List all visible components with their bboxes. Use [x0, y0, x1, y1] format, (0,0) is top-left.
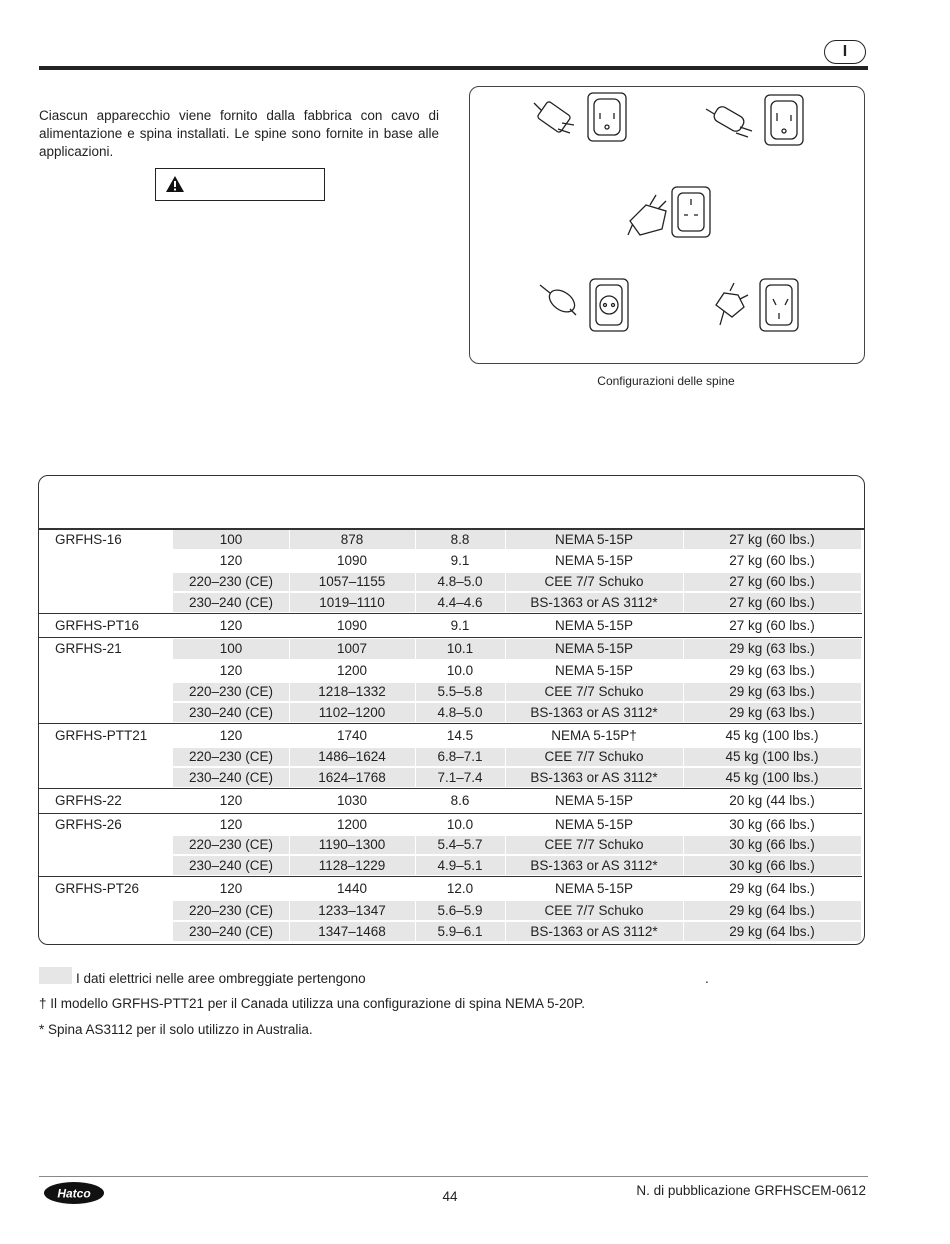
cell-watts: 878: [340, 532, 364, 547]
cell-amps: 12.0: [446, 881, 474, 896]
cell-amps: 10.0: [446, 817, 474, 832]
cell-plug: BS-1363 or AS 3112*: [530, 924, 658, 939]
cell-watts: 1190–1300: [318, 837, 386, 852]
as-3112-plug-icon: [716, 279, 798, 331]
table-row: [39, 788, 862, 813]
cell-weight: 29 kg (63 lbs.): [729, 705, 815, 720]
table-row: [39, 529, 862, 550]
cell-volts: 120: [219, 618, 243, 633]
nema-5-15p-plug-icon: [534, 93, 626, 141]
cell-amps: 8.8: [450, 532, 470, 547]
cell-plug: BS-1363 or AS 3112*: [530, 858, 658, 873]
cell-weight: 45 kg (100 lbs.): [725, 728, 819, 743]
cell-volts: 230–240 (CE): [188, 595, 274, 610]
cell-volts: 230–240 (CE): [188, 770, 274, 785]
cell-watts: 1019–1110: [319, 595, 385, 610]
table-row: [39, 835, 862, 855]
cell-volts: 230–240 (CE): [188, 924, 274, 939]
shaded-legend-swatch: [39, 967, 72, 984]
cell-amps: 5.6–5.9: [437, 903, 483, 918]
cell-weight: 30 kg (66 lbs.): [729, 837, 815, 852]
cell-amps: 4.8–5.0: [437, 705, 483, 720]
table-row: [39, 723, 862, 747]
cell-plug: BS-1363 or AS 3112*: [530, 595, 658, 610]
cell-watts: 1200: [336, 663, 368, 678]
table-row: [39, 572, 862, 592]
cell-volts: 100: [219, 532, 243, 547]
cell-plug: CEE 7/7 Schuko: [544, 837, 644, 852]
nema-5-20p-plug-icon: [706, 95, 803, 145]
cell-weight: 29 kg (64 lbs.): [729, 881, 815, 896]
cell-amps: 4.9–5.1: [437, 858, 483, 873]
cell-amps: 7.1–7.4: [437, 770, 483, 785]
cell-plug: BS-1363 or AS 3112*: [530, 770, 658, 785]
cell-weight: 20 kg (44 lbs.): [729, 793, 815, 808]
shaded-note-end: .: [705, 971, 709, 986]
cell-model: GRFHS-PT26: [55, 881, 140, 896]
cell-weight: 30 kg (66 lbs.): [729, 858, 815, 873]
cell-volts: 220–230 (CE): [188, 684, 274, 699]
cell-watts: 1057–1155: [318, 574, 386, 589]
table-row: [39, 592, 862, 613]
cell-weight: 27 kg (60 lbs.): [729, 618, 815, 633]
cell-volts: 120: [219, 817, 243, 832]
cell-volts: 120: [219, 881, 243, 896]
cell-volts: 120: [219, 728, 243, 743]
header-rule: [39, 66, 868, 70]
dagger-note: † Il modello GRFHS-PTT21 per il Canada utilizza una configurazione di spina NEMA 5-20P.: [39, 996, 586, 1011]
cell-watts: 1740: [336, 728, 368, 743]
cell-weight: 29 kg (64 lbs.): [729, 924, 815, 939]
cell-volts: 100: [219, 641, 243, 656]
cell-plug: NEMA 5-15P: [554, 618, 634, 633]
cell-amps: 9.1: [450, 618, 470, 633]
cell-watts: 1102–1200: [318, 705, 386, 720]
electrical-specs-table: [39, 529, 862, 942]
table-row: [39, 660, 862, 682]
cell-model: GRFHS-22: [55, 793, 122, 808]
cell-model: GRFHS-PT16: [55, 618, 140, 633]
cell-weight: 29 kg (63 lbs.): [729, 663, 815, 678]
table-row: [39, 747, 862, 767]
cell-model: GRFHS-16: [55, 532, 122, 547]
cell-amps: 6.8–7.1: [437, 749, 483, 764]
cell-watts: 1200: [336, 817, 368, 832]
figure-caption: Configurazioni delle spine: [597, 374, 735, 388]
footer-rule: [39, 1176, 868, 1177]
cell-watts: 1090: [336, 618, 368, 633]
cell-plug: NEMA 5-15P: [554, 817, 634, 832]
cell-weight: 27 kg (60 lbs.): [729, 532, 815, 547]
cell-amps: 4.8–5.0: [437, 574, 483, 589]
cell-watts: 1233–1347: [318, 903, 386, 918]
cell-amps: 5.4–5.7: [437, 837, 483, 852]
warning-box: [155, 168, 325, 201]
cell-plug: NEMA 5-15P: [554, 553, 634, 568]
cell-weight: 27 kg (60 lbs.): [729, 553, 815, 568]
cell-watts: 1218–1332: [318, 684, 386, 699]
cell-weight: 45 kg (100 lbs.): [725, 749, 819, 764]
cell-plug: CEE 7/7 Schuko: [544, 749, 644, 764]
cell-weight: 29 kg (63 lbs.): [729, 684, 815, 699]
table-row: [39, 900, 862, 921]
table-row: [39, 921, 862, 942]
cell-amps: 14.5: [446, 728, 474, 743]
cell-plug: NEMA 5-15P: [554, 793, 634, 808]
cell-watts: 1624–1768: [318, 770, 386, 785]
cell-model: GRFHS-21: [55, 641, 122, 656]
cell-model: GRFHS-PTT21: [55, 728, 148, 743]
language-badge: I: [824, 40, 866, 64]
cell-volts: 220–230 (CE): [188, 574, 274, 589]
intro-paragraph: Ciascun apparecchio viene fornito dalla fabbrica con cavo di alimentazione e spina installati. Le spine sono fornite in base alle applicazioni.: [39, 108, 439, 159]
table-row: [39, 637, 862, 660]
table-row: [39, 702, 862, 723]
cell-plug: NEMA 5-15P: [554, 532, 634, 547]
svg-text:Hatco: Hatco: [57, 1186, 91, 1201]
cell-watts: 1090: [336, 553, 368, 568]
table-row: [39, 876, 862, 900]
cell-model: GRFHS-26: [55, 817, 122, 832]
table-row: [39, 550, 862, 572]
cell-volts: 120: [219, 663, 243, 678]
cell-volts: 120: [219, 553, 243, 568]
cell-plug: CEE 7/7 Schuko: [544, 903, 644, 918]
table-row: [39, 767, 862, 788]
cee-7-7-schuko-plug-icon: [540, 279, 628, 331]
cell-amps: 5.5–5.8: [437, 684, 483, 699]
cell-watts: 1347–1468: [318, 924, 386, 939]
cell-amps: 5.9–6.1: [437, 924, 483, 939]
cell-volts: 230–240 (CE): [188, 858, 274, 873]
table-row: [39, 682, 862, 702]
cell-weight: 45 kg (100 lbs.): [725, 770, 819, 785]
shaded-note: I dati elettrici nelle aree ombreggiate pertengono: [76, 971, 366, 986]
cell-plug: BS-1363 or AS 3112*: [530, 705, 658, 720]
cell-watts: 1128–1229: [318, 858, 386, 873]
cell-watts: 1440: [336, 881, 368, 896]
cell-watts: 1007: [336, 641, 368, 656]
table-row: [39, 855, 862, 876]
page-number: 44: [442, 1189, 458, 1204]
cell-volts: 220–230 (CE): [188, 749, 274, 764]
warning-triangle-icon: [165, 175, 185, 193]
cell-volts: 120: [219, 793, 243, 808]
cell-amps: 8.6: [450, 793, 470, 808]
cell-volts: 220–230 (CE): [188, 837, 274, 852]
cell-volts: 220–230 (CE): [188, 903, 274, 918]
cell-weight: 29 kg (63 lbs.): [729, 641, 815, 656]
cell-watts: 1486–1624: [318, 749, 386, 764]
cell-amps: 4.4–4.6: [437, 595, 483, 610]
cell-plug: CEE 7/7 Schuko: [544, 574, 644, 589]
plug-configurations-figure: [469, 86, 865, 364]
table-row: [39, 613, 862, 637]
cell-weight: 29 kg (64 lbs.): [729, 903, 815, 918]
cell-watts: 1030: [336, 793, 368, 808]
cell-amps: 9.1: [450, 553, 470, 568]
cell-amps: 10.1: [446, 641, 474, 656]
cell-weight: 27 kg (60 lbs.): [729, 595, 815, 610]
cell-weight: 27 kg (60 lbs.): [729, 574, 815, 589]
cell-amps: 10.0: [446, 663, 474, 678]
cell-plug: CEE 7/7 Schuko: [544, 684, 644, 699]
cell-volts: 230–240 (CE): [188, 705, 274, 720]
cell-plug: NEMA 5-15P†: [551, 728, 637, 743]
star-note: * Spina AS3112 per il solo utilizzo in Australia.: [39, 1022, 313, 1037]
cell-plug: NEMA 5-15P: [554, 881, 634, 896]
bs-1363-plug-icon: [628, 187, 710, 237]
cell-weight: 30 kg (66 lbs.): [729, 817, 815, 832]
cell-plug: NEMA 5-15P: [554, 663, 634, 678]
hatco-logo: [42, 1180, 106, 1211]
publication-number: N. di pubblicazione GRFHSCEM-0612: [636, 1183, 866, 1198]
table-row: [39, 813, 862, 835]
cell-plug: NEMA 5-15P: [554, 641, 634, 656]
